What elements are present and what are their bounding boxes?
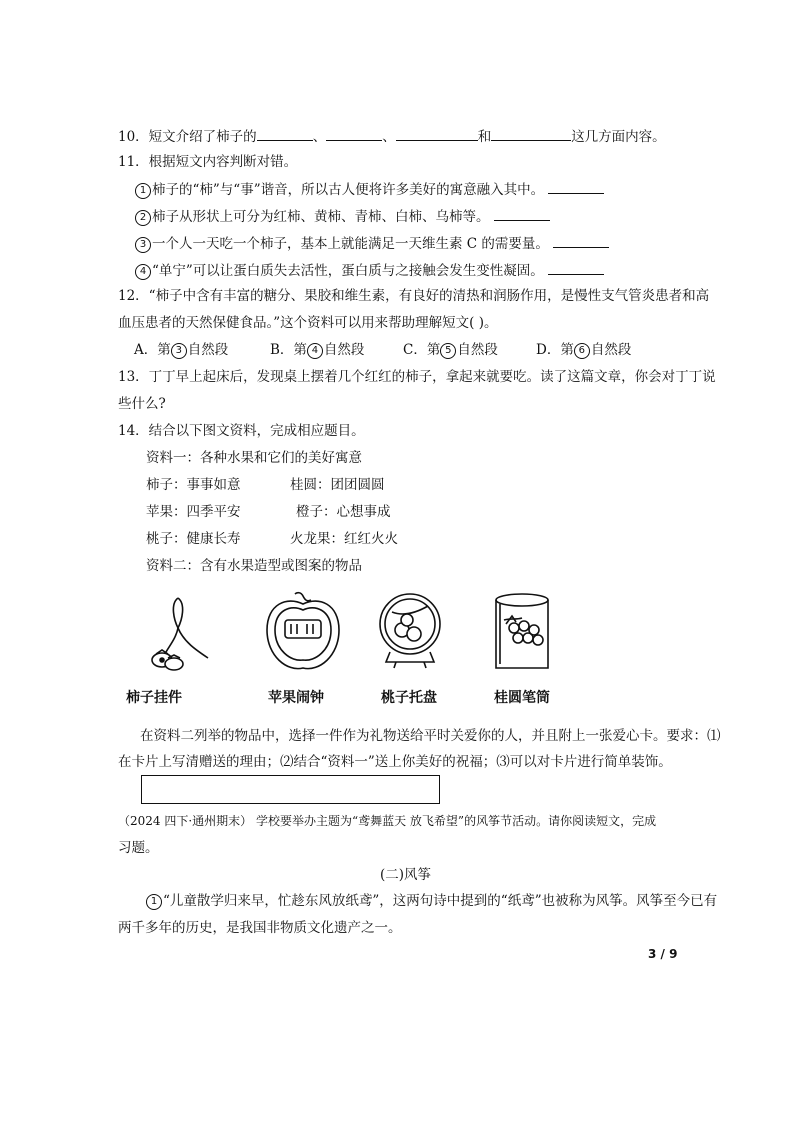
section-title: (二)风筝: [380, 867, 432, 883]
option-label: D．第: [536, 342, 574, 358]
circled-number: 4: [135, 264, 151, 280]
option-text: 自然段: [457, 342, 498, 358]
q11-item: [135, 179, 604, 199]
option-label: C．第: [403, 342, 441, 358]
q12-option-c[interactable]: [403, 341, 498, 359]
answer-blank[interactable]: [257, 126, 313, 141]
circled-number: 1: [146, 894, 162, 910]
q11-item-text: 柿子从形状上可分为红柿、黄柿、青柿、白柿、乌柿等。: [152, 209, 490, 225]
meaning-item: 桃子：健康长寿: [146, 531, 241, 547]
option-text: 自然段: [590, 342, 632, 358]
answer-blank[interactable]: [491, 126, 571, 141]
q11-item: [135, 260, 604, 280]
circled-number: 6: [574, 343, 590, 359]
persimmon-pendant-image: [148, 590, 218, 700]
peach-tray-image: [374, 590, 450, 700]
question-13-line2: 些什么?: [118, 396, 166, 412]
circled-number: 4: [307, 343, 323, 359]
answer-blank[interactable]: [326, 126, 382, 141]
meaning-item: 橙子：心想事成: [296, 504, 391, 520]
meaning-item: 柿子：事事如意: [146, 477, 241, 493]
q12-option-a[interactable]: [134, 341, 228, 359]
paragraph-1-line1: [146, 892, 717, 910]
page-number: 3 / 9: [648, 947, 678, 961]
circled-number: 3: [135, 237, 151, 253]
q11-item-text: “单宁”可以让蛋白质失去活性，蛋白质与之接触会发生变性凝固。: [152, 263, 544, 279]
caption-peach-tray: 桃子托盘: [381, 690, 437, 706]
paragraph-1-line2: 两千多年的历史，是我国非物质文化遗产之一。: [118, 920, 402, 936]
q12-option-d[interactable]: [536, 341, 631, 359]
q11-item-text: 一个人一天吃一个柿子，基本上就能满足一天维生素 C 的需要量。: [152, 236, 549, 252]
question-14-stem: 14．结合以下图文资料，完成相应题目。: [118, 423, 365, 439]
caption-persimmon-pendant: 柿子挂件: [126, 690, 182, 706]
answer-blank[interactable]: [396, 126, 478, 141]
option-text: 自然段: [187, 342, 229, 358]
answer-blank[interactable]: [548, 260, 604, 275]
question-11-stem: 11．根据短文内容判断对错。: [118, 154, 298, 170]
reading-intro-line2: 习题。: [118, 840, 159, 856]
q11-item-text: 柿子的“柿”与“事”谐音，所以古人便将许多美好的寓意融入其中。: [152, 182, 545, 198]
q11-item: [135, 206, 550, 226]
circled-number: 1: [135, 183, 151, 199]
apple-alarm-clock-image: [263, 590, 343, 700]
love-card-answer-box[interactable]: [141, 775, 440, 804]
caption-apple-alarm-clock: 苹果闹钟: [268, 690, 324, 706]
question-13-line1: 13．丁丁早上起床后，发现桌上摆着几个红红的柿子，拿起来就要吃。读了这篇文章，你会对丁丁说: [118, 369, 716, 385]
meaning-item: 苹果：四季平安: [146, 504, 241, 520]
material-2-title: 资料二：含有水果造型或图案的物品: [146, 558, 362, 574]
meaning-item: 桂圆：团团圆圆: [290, 477, 385, 493]
meaning-item: 火龙果：红红火火: [290, 531, 398, 547]
reading-intro-line1: （2024 四下·通州期末） 学校要举办主题为“鸢舞蓝天 放飞希望”的风筝节活动。请你阅读短文，完成: [118, 814, 657, 828]
circled-number: 2: [135, 210, 151, 226]
option-label: A．第: [134, 342, 171, 358]
q14-task-line1: 在资料二列举的物品中，选择一件作为礼物送给平时关爱你的人，并且附上一张爱心卡。要求：⑴: [140, 728, 721, 744]
option-text: 自然段: [323, 342, 365, 358]
question-10: [118, 126, 666, 146]
option-label: B．第: [270, 342, 307, 358]
answer-blank[interactable]: [553, 233, 609, 248]
q10-separator: 、: [312, 129, 327, 145]
q10-separator: 和: [477, 129, 492, 145]
q10-separator: 、: [382, 129, 396, 145]
question-12-line1: 12．“柿子中含有丰富的糖分、果胶和维生素，有良好的清热和润肠作用，是慢性支气管炎患者和高: [118, 288, 710, 304]
question-12-line2: 血压患者的天然保健食品。”这个资料可以用来帮助理解短文( )。: [118, 315, 498, 331]
q10-prefix: 10．短文介绍了柿子的: [118, 129, 257, 145]
answer-blank[interactable]: [548, 179, 604, 194]
caption-longan-pen-holder: 桂圆笔筒: [494, 690, 550, 706]
longan-pen-holder-image: [492, 590, 556, 700]
q10-suffix: 这几方面内容。: [571, 129, 666, 145]
circled-number: 3: [171, 343, 187, 359]
q12-option-b[interactable]: [270, 341, 364, 359]
material-1-title: 资料一：各种水果和它们的美好寓意: [146, 450, 362, 466]
paragraph-text: “儿童散学归来早，忙趁东风放纸鸢”，这两句诗中提到的“纸鸢”也被称为风筝。风筝至今已有: [163, 893, 718, 909]
q11-item: [135, 233, 609, 253]
answer-blank[interactable]: [494, 206, 550, 221]
circled-number: 5: [440, 343, 456, 359]
q14-task-line2: 在卡片上写清赠送的理由；⑵结合“资料一”送上你美好的祝福；⑶可以对卡片进行简单装饰。: [118, 754, 672, 770]
